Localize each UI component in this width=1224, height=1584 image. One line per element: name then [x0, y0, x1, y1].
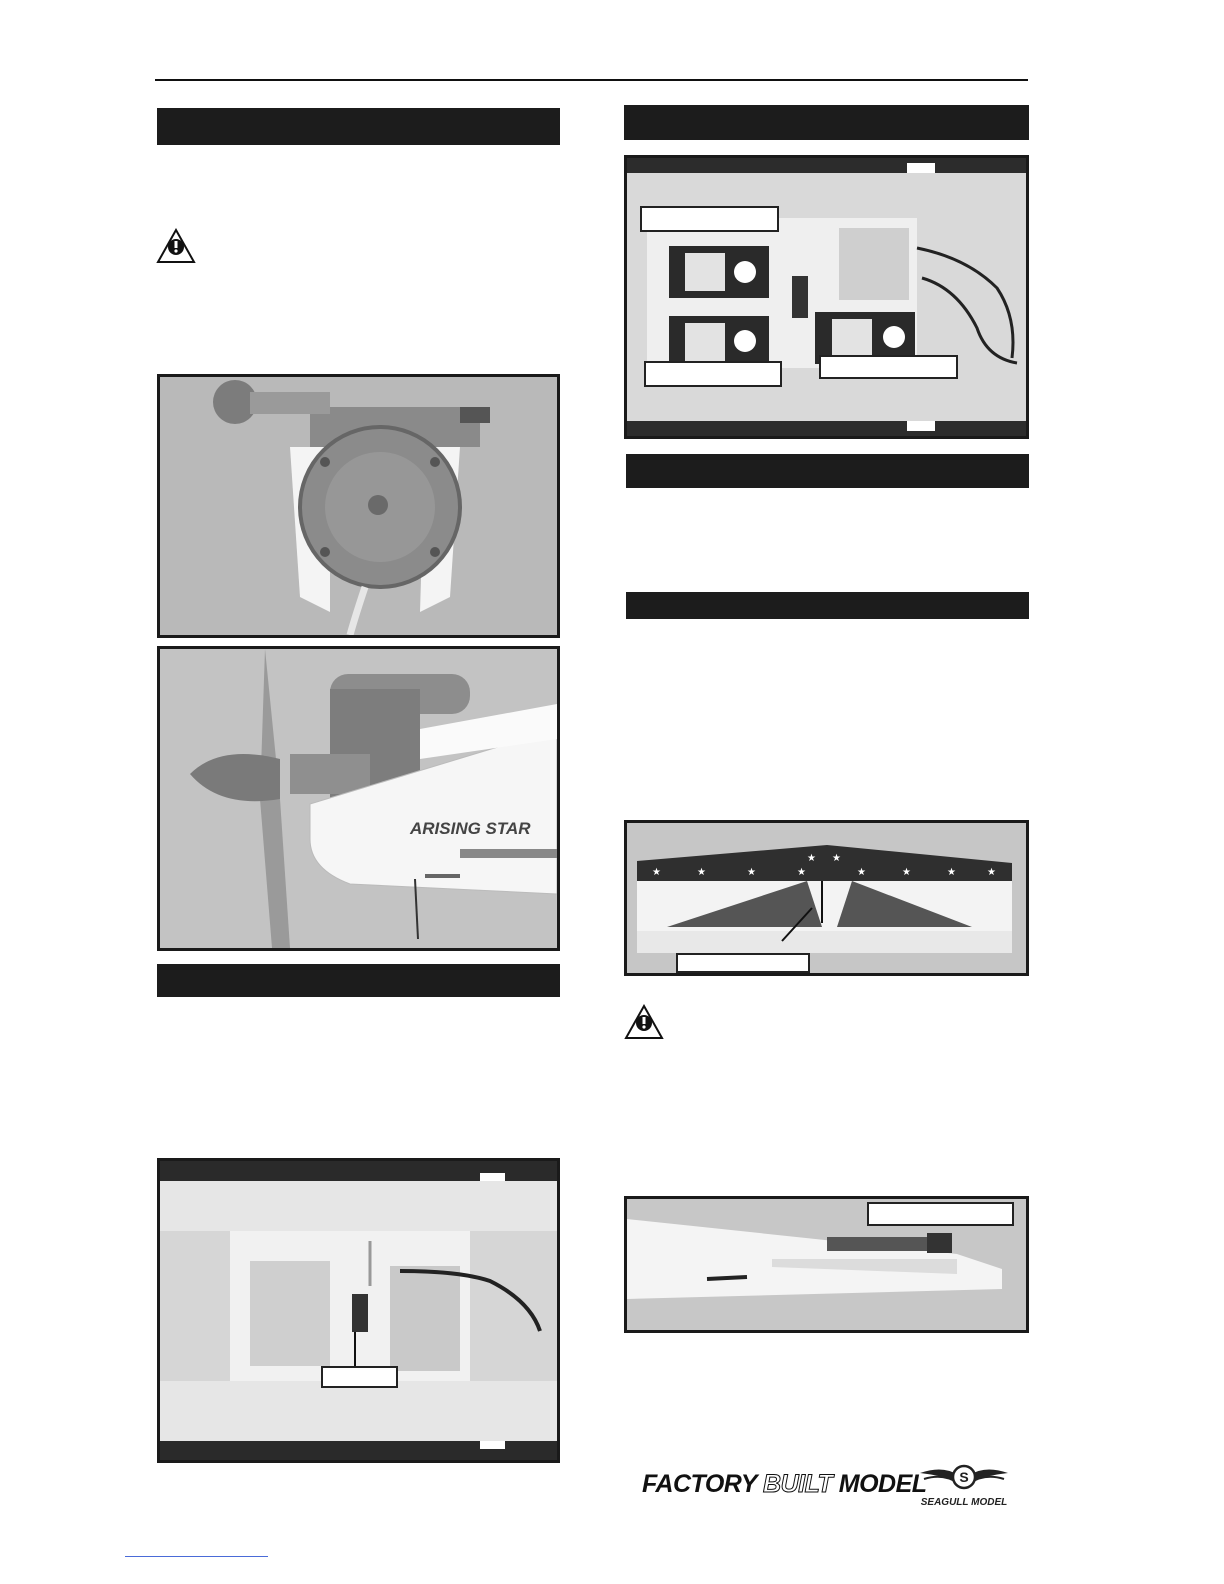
section-header-bar-throttle [626, 454, 1029, 488]
svg-text:S: S [959, 1469, 969, 1485]
photo-callout-label-stabilizer [676, 953, 810, 973]
svg-text:★: ★ [832, 853, 841, 864]
warning-icon [156, 228, 196, 264]
section-header-bar-servos [624, 105, 1029, 140]
photo-callout-label-bottom-left [644, 361, 782, 387]
svg-text:★: ★ [902, 867, 911, 878]
photo-callout-label-bottom-right [819, 355, 958, 379]
svg-text:★: ★ [947, 867, 956, 878]
fuselage-top-photo [157, 1158, 560, 1463]
factory-built-model-logo: FACTORY BUILT MODEL [642, 1470, 927, 1498]
seagull-model-logo [918, 1455, 1010, 1513]
svg-text:★: ★ [747, 867, 756, 878]
svg-text:★: ★ [987, 867, 996, 878]
engine-front-photo [157, 374, 560, 638]
warning-icon [624, 1004, 664, 1040]
engine-side-photo [157, 646, 560, 951]
section-header-bar-receiver [157, 964, 560, 997]
photo-callout-label-wing [867, 1202, 1014, 1226]
svg-text:★: ★ [652, 867, 661, 878]
svg-text:SEAGULL MODEL: SEAGULL MODEL [920, 1497, 1008, 1508]
photo-callout-label-switch [321, 1366, 398, 1388]
section-header-bar-stabilizer [626, 592, 1029, 619]
header-rule [155, 79, 1028, 81]
footer-link-underline [125, 1556, 268, 1557]
svg-text:★: ★ [797, 867, 806, 878]
svg-text:★: ★ [697, 867, 706, 878]
svg-text:★: ★ [807, 853, 816, 864]
servo-installation-photo [624, 155, 1029, 439]
section-header-bar-engine [157, 108, 560, 145]
photo-callout-label-top-left [640, 206, 779, 232]
svg-text:★: ★ [857, 867, 866, 878]
arising-star-decal: ARISING STAR [410, 819, 531, 838]
